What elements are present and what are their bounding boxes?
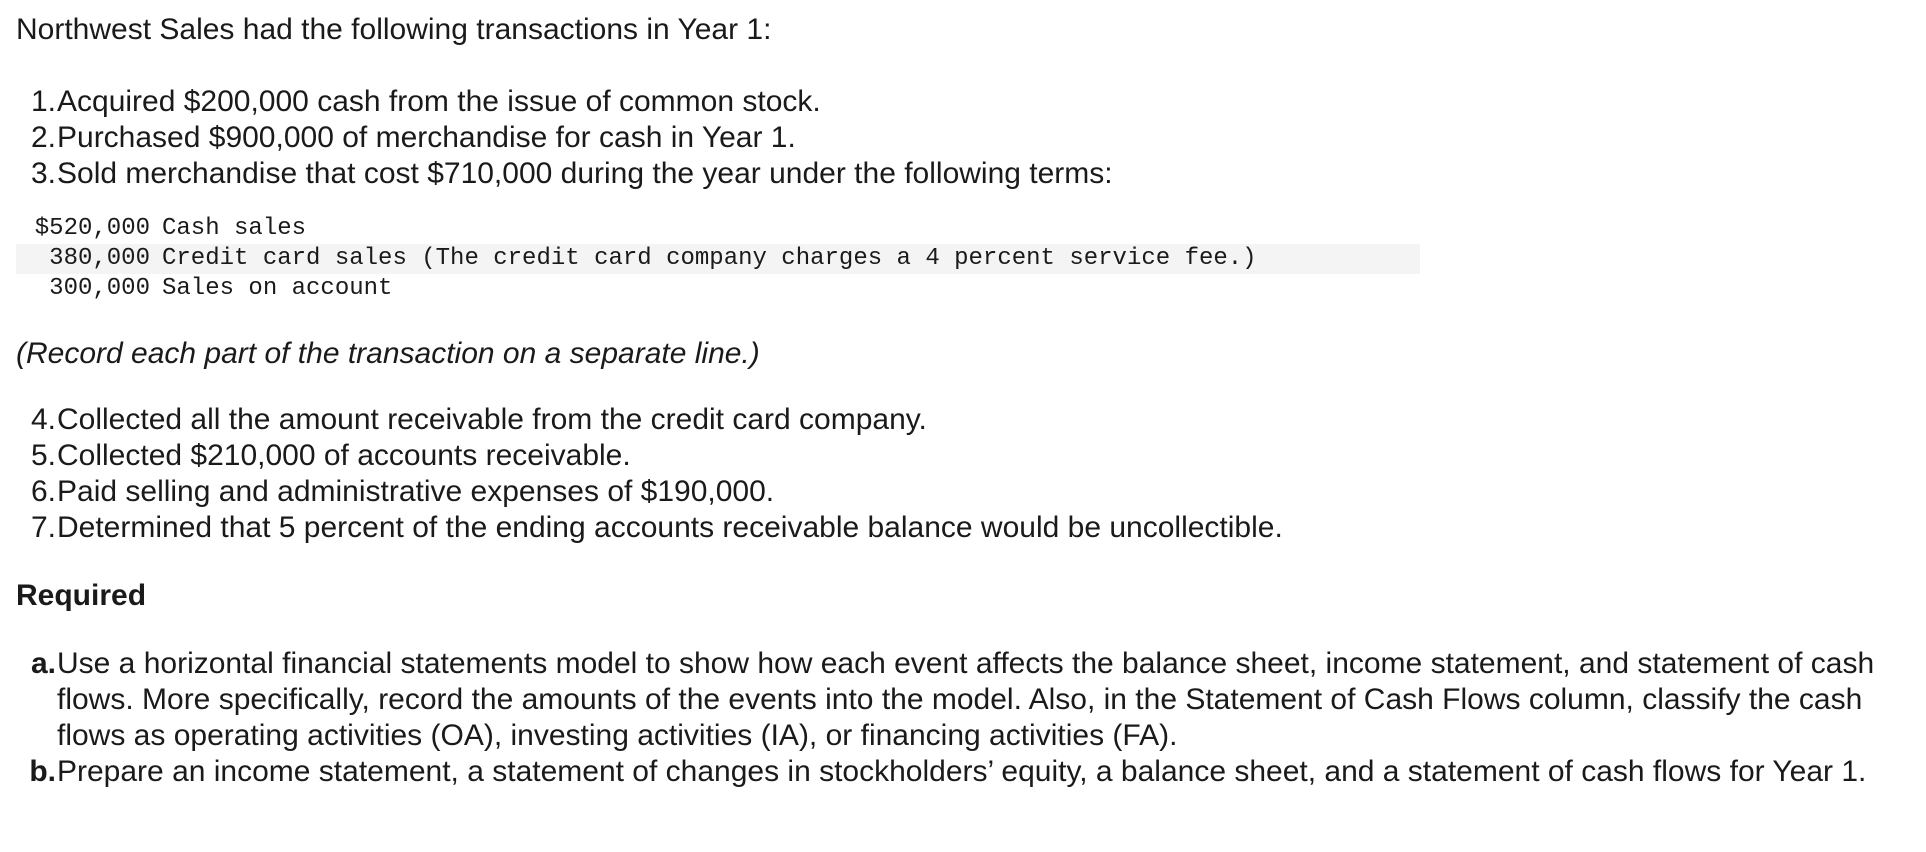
intro-text: Northwest Sales had the following transactions in Year 1: (16, 13, 772, 46)
transaction-text: Purchased $900,000 of merchandise for cash in Year 1. (57, 121, 796, 154)
transaction-item (16, 510, 1906, 546)
transaction-text: Collected all the amount receivable from the credit card company. (57, 403, 927, 436)
transaction-number: 1. (30, 85, 56, 118)
transaction-number: 3. (30, 157, 56, 190)
transaction-number: 5. (30, 439, 56, 472)
requirement-text: Use a horizontal financial statements model to show how each event affects the balance sheet, income statement, and statement of cash flows. More specifically, record the amounts of the events into the model. Also, in the Statement of Cash Flows column, classify the cash flows as operating activities (OA), investing activities (IA), or financing activities (FA). (57, 647, 1875, 752)
requirement-item (16, 754, 1906, 790)
transaction-item (16, 84, 1906, 120)
transactions-list-second (16, 402, 1906, 546)
sales-description: Credit card sales (The credit card company charges a 4 percent service fee.) (162, 245, 1257, 272)
requirement-label: b. (29, 755, 56, 788)
requirement-label: a. (30, 647, 56, 680)
transaction-number: 7. (30, 511, 56, 544)
transaction-number: 6. (30, 475, 56, 508)
requirements-list (16, 646, 1906, 790)
sales-terms-table (16, 214, 1906, 304)
requirement-text: Prepare an income statement, a statement of changes in stockholders’ equity, a balance sheet, and a statement of cash flows for Year 1. (57, 755, 1867, 788)
sales-amount: $520,000 (34, 215, 150, 242)
transaction-text: Paid selling and administrative expenses of $190,000. (57, 475, 775, 508)
requirement-item (16, 646, 1906, 754)
transaction-item (16, 474, 1906, 510)
sales-description: Sales on account (162, 275, 393, 302)
transaction-text: Determined that 5 percent of the ending accounts receivable balance would be uncollectible. (57, 511, 1283, 544)
sales-amount: 300,000 (49, 275, 150, 302)
transactions-list-first (16, 84, 1906, 192)
record-note: (Record each part of the transaction on a separate line.) (16, 337, 760, 370)
problem-content (16, 8, 1906, 790)
sales-terms-row (16, 274, 1420, 304)
sales-terms-row (16, 214, 1420, 244)
transaction-item (16, 438, 1906, 474)
transaction-text: Collected $210,000 of accounts receivable. (57, 439, 631, 472)
sales-description: Cash sales (162, 215, 307, 242)
transaction-number: 4. (30, 403, 56, 436)
transaction-item (16, 120, 1906, 156)
transaction-item (16, 402, 1906, 438)
transaction-number: 2. (30, 121, 56, 154)
transaction-item (16, 156, 1906, 192)
sales-terms-row (16, 244, 1420, 274)
transaction-text: Acquired $200,000 cash from the issue of common stock. (57, 85, 821, 118)
transaction-text: Sold merchandise that cost $710,000 during the year under the following terms: (57, 157, 1113, 190)
sales-amount: 380,000 (49, 245, 150, 272)
required-heading: Required (16, 579, 147, 612)
